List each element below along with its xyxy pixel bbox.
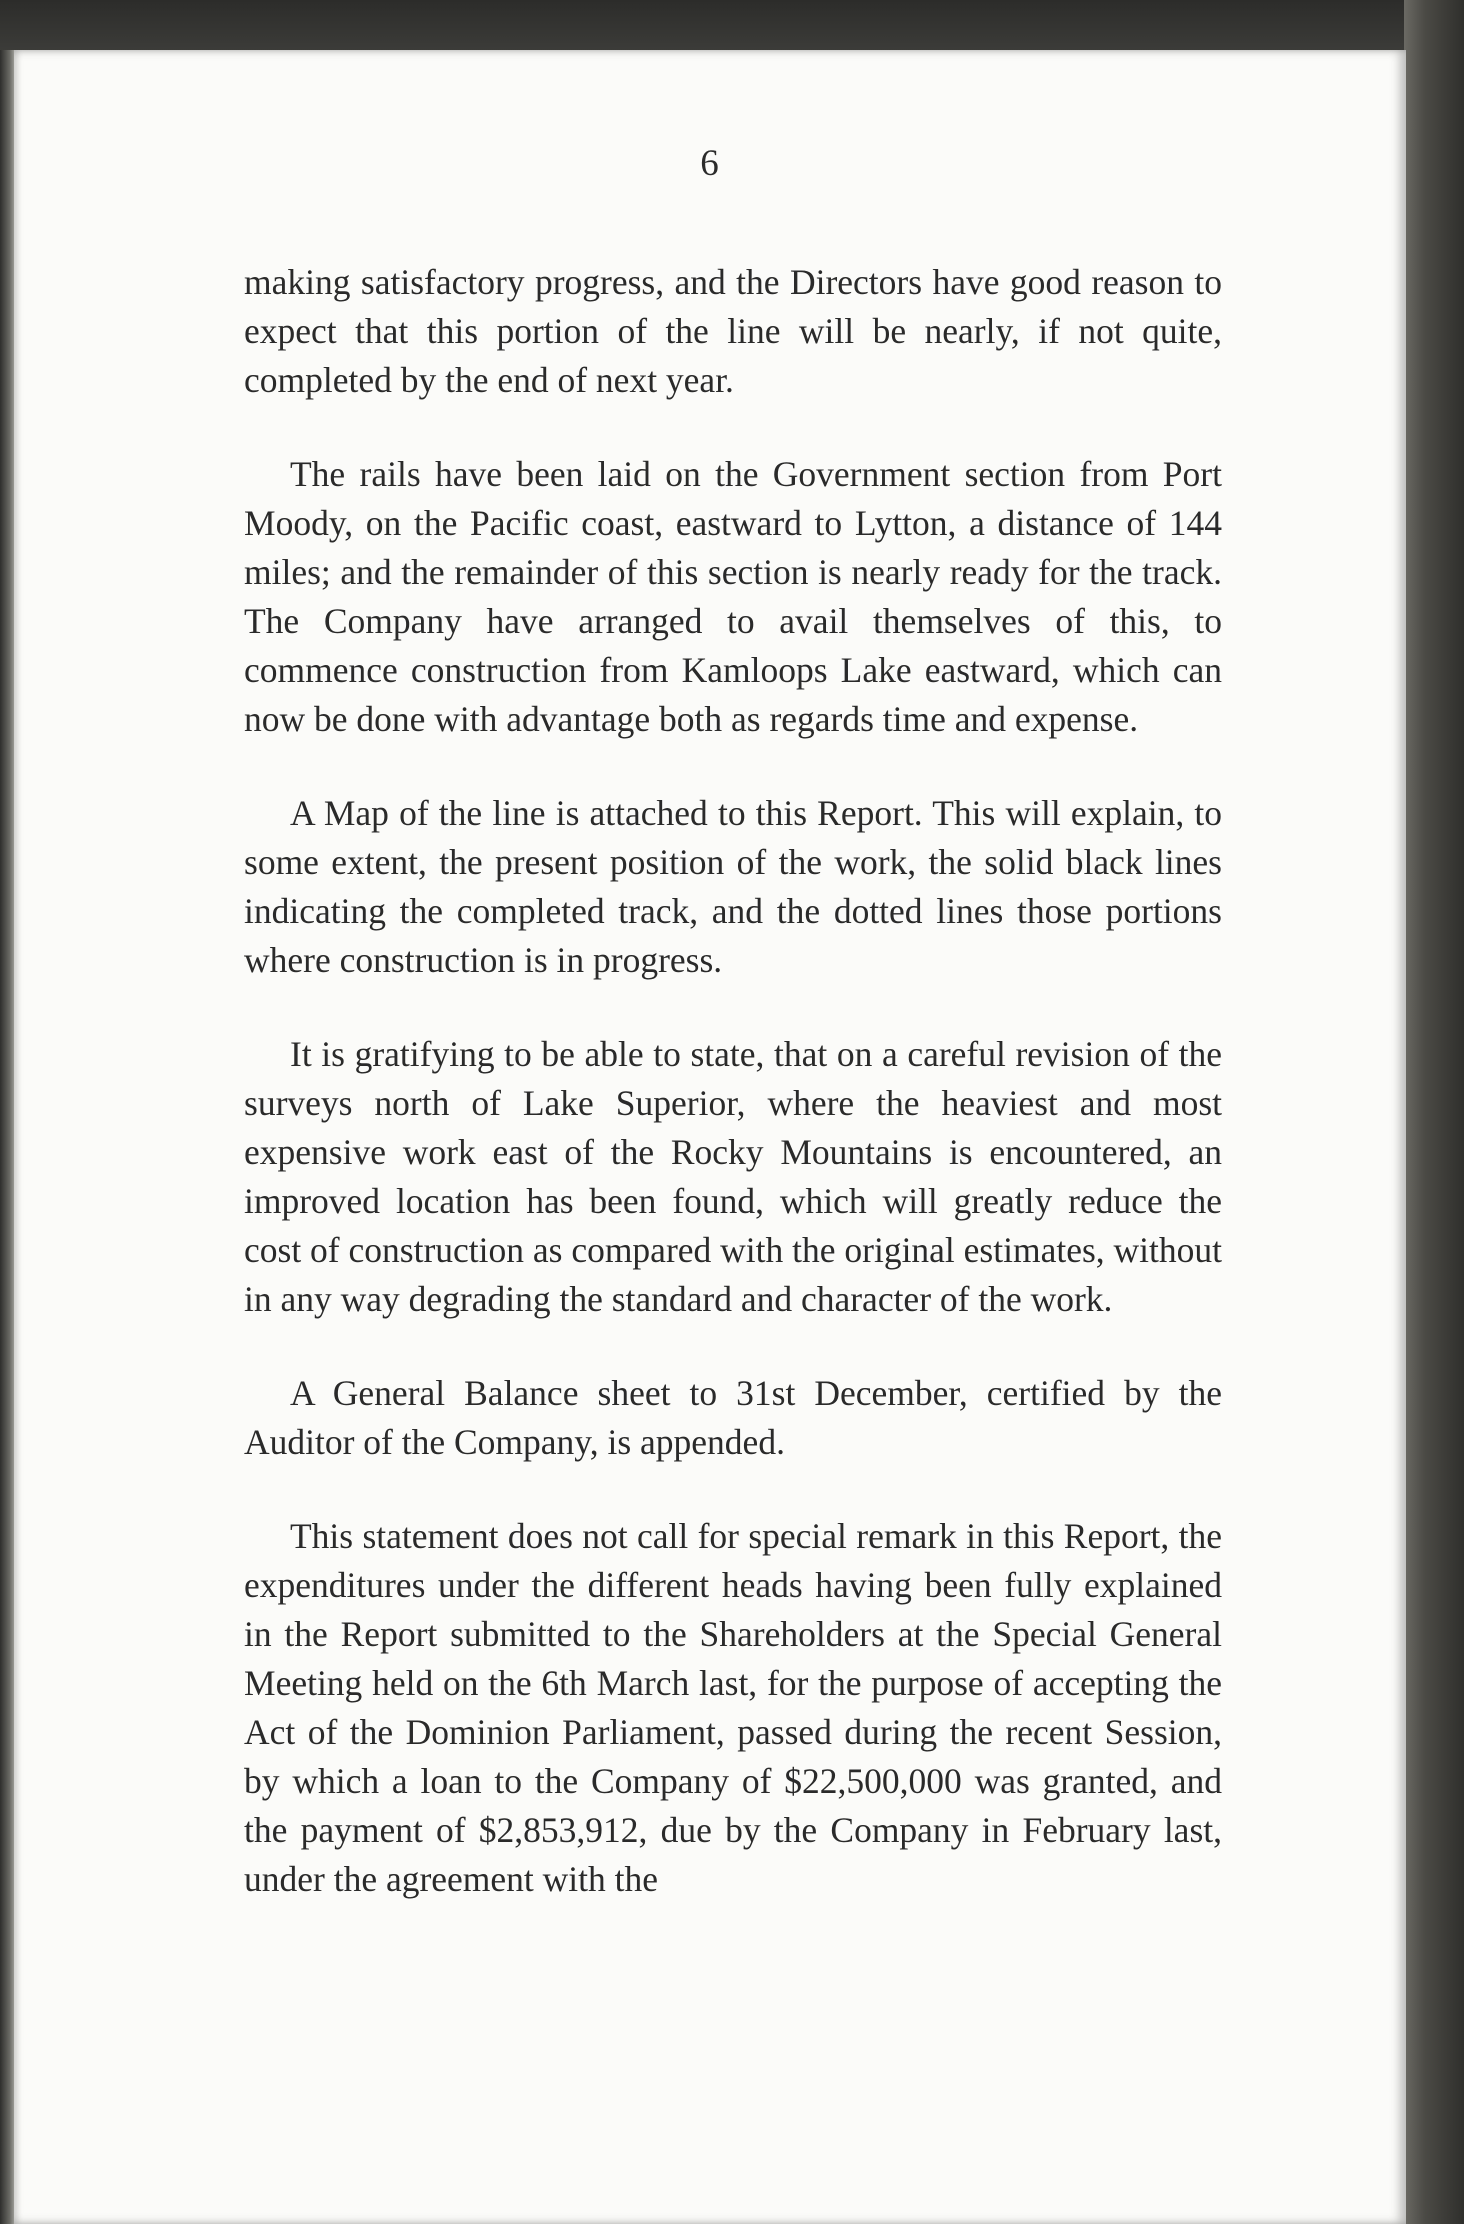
scan-top-edge: [0, 0, 1464, 55]
paragraph-rails: The rails have been laid on the Government section from Port Moody, on the Pacific coast, eastward to Lytton, a distance of 144 miles; and the remainder of this section is nearly ready for the track. The Company have arranged to avail themselves of this, to commence construction from Kamloops Lake eastward, which can now be done with advantage both as regards time and expense.: [244, 454, 1222, 739]
paragraph-surveys: It is gratifying to be able to state, that on a careful revision of the surveys north of Lake Superior, where the heaviest and most expensive work east of the Rocky Mountains is encountered, an improved location has been found, which will greatly reduce the cost of construction as compared with the original estimates, without in any way degrading the standard and character of the work.: [244, 1034, 1223, 1319]
paragraph-statement: This statement does not call for special remark in this Report, the expenditures under the different heads having been fully explained in the Report submitted to the Shareholders at the Special General Meeting held on the 6th March last, for the purpose of accepting the Act of the Dominion Parliament, passed during the recent Session, by which a loan to the Company of $22,500,000 was granted, and the payment of $2,853,912, due by the Company in February last, under the agreement with the: [244, 1516, 1222, 1899]
scan-left-edge: [0, 50, 14, 2224]
paragraph-balance-sheet: A General Balance sheet to 31st December, certified by the Auditor of the Company, is appended.: [244, 1373, 1222, 1462]
page-number: 6: [700, 143, 720, 184]
paragraph-map: A Map of the line is attached to this Report. This will explain, to some extent, the present position of the work, the solid black lines indicating the completed track, and the dotted lines those portions where construction is in progress.: [244, 793, 1222, 980]
document-body: [244, 258, 1222, 1949]
scan-right-edge: [1404, 0, 1464, 2224]
paragraph-continuation: making satisfactory progress, and the Directors have good reason to expect that this portion of the line will be nearly, if not quite, completed by the end of next year.: [244, 262, 1222, 400]
